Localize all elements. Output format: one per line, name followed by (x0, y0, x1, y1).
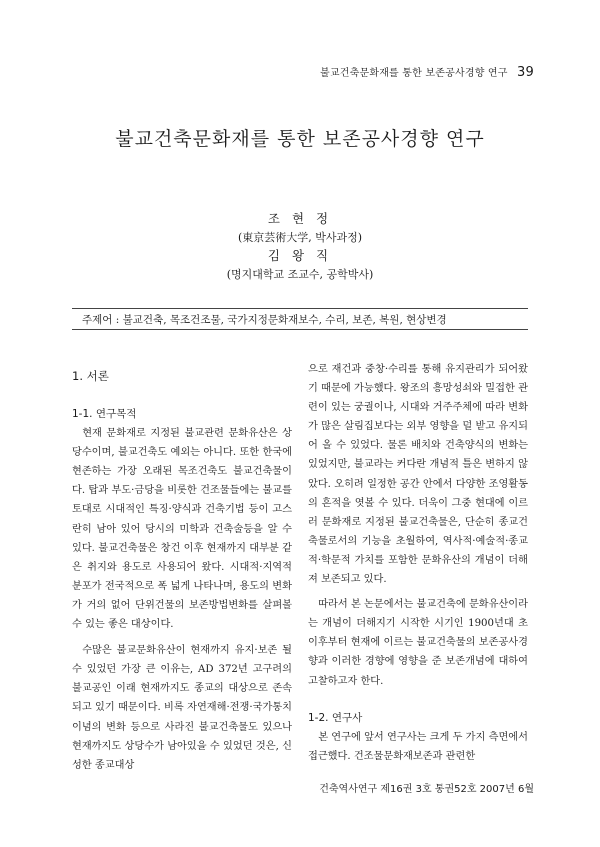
subsection-heading: 1-1. 연구목적 (72, 408, 137, 420)
author-affiliation: (명지대학교 조교수, 공학박사) (226, 268, 374, 281)
author-affiliation: (東京芸術大学, 박사과정) (237, 231, 363, 244)
paper-title: 불교건축문화재를 통한 보존공사경향 연구 (115, 128, 485, 150)
running-title: 불교건축문화재를 통한 보존공사경향 연구 (320, 68, 508, 79)
section-heading: 1. 서론 (72, 369, 109, 383)
paragraph: 현재 문화재로 지정된 불교관련 문화유산은 상당수이며, 불교건축도 예외는 아니다. 또한 한국에 현존하는 가장 오래된 목조건축도 불교건축물이다. 탑과 부도·금당을 비롯한 건조물들에는 불교를 토대로 시대적인 특징·양식과 건축기법 등이 고스란히 남아 있어 당시의 미학과 건축술등을 알 수 있다. 불교건축물은 창건 이후 현재까지 대부분 같은 취지와 용도로 사용되어 왔다. 시대적·지역적 분포가 전국적으로 폭 넓게 나타나며, 용도의 변화가 거의 없어 단위건물의 보존방법변화를 살펴볼 수 있는 좋은 대상이다. (72, 428, 292, 631)
author-block (0, 210, 600, 284)
running-header (320, 64, 534, 80)
left-column (72, 360, 292, 775)
paragraph: 따라서 본 논문에서는 불교건축에 문화유산이라는 개념이 더해지기 시작한 시기인 1900년대 초 이후부터 현재에 이르는 불교건축물의 보존공사경향과 이러한 경향에 영향을 준 보존개념에 대하여 고찰하고자 한다. (308, 599, 528, 687)
paragraph: 으로 재건과 중창·수리를 통해 유지관리가 되어왔기 때문에 가능했다. 왕조의 흥망성쇠와 밀접한 관련이 있는 궁궐이나, 시대와 거주주체에 따라 변화가 많은 살림집보다는 외부 영향을 덜 받고 유지되어 올 수 있었다. 물론 배치와 건축양식의 변화는 있었지만, 불교라는 커다란 개념적 틀은 변하지 않았다. 오히려 일정한 공간 안에서 다양한 조영활동의 흔적을 엿볼 수 있다. 더욱이 그중 현대에 이르러 문화재로 지정된 불교건축물은, 단순히 종교건축물로서의 기능을 초월하여, 역사적·예술적·종교적·학문적 가치를 포함한 문화유산의 개념이 더해져 보존되고 있다. (308, 364, 528, 586)
keywords-box: 주제어 : 불교건축, 목조건조물, 국가지정문화재보수, 수리, 보존, 복원, 현상변경 (72, 308, 528, 330)
journal-footer: 건축역사연구 제16권 3호 통권52호 2007년 6월 (319, 784, 534, 795)
author-name: 조 현 정 (267, 211, 333, 226)
paragraph: 본 연구에 앞서 연구사는 크게 두 가지 측면에서 접근했다. 건조물문화재보존과 관련한 (308, 731, 528, 762)
right-column (308, 360, 528, 766)
subsection-heading: 1-2. 연구사 (308, 711, 363, 724)
paragraph: 수많은 불교문화유산이 현재까지 유지·보존 될 수 있었던 가장 큰 이유는, AD 372년 고구려의 불교공인 이래 현재까지도 종교의 대상으로 존속되고 있기 때문이다. 비록 자연재해·전쟁·국가통치이념의 변화 등으로 사라진 불교건축물도 있으나 현재까지도 상당수가 남아있을 수 있었던 것은, 신성한 종교대상 (72, 645, 292, 771)
page-number: 39 (517, 65, 534, 80)
author-name: 김 왕 직 (267, 248, 333, 263)
